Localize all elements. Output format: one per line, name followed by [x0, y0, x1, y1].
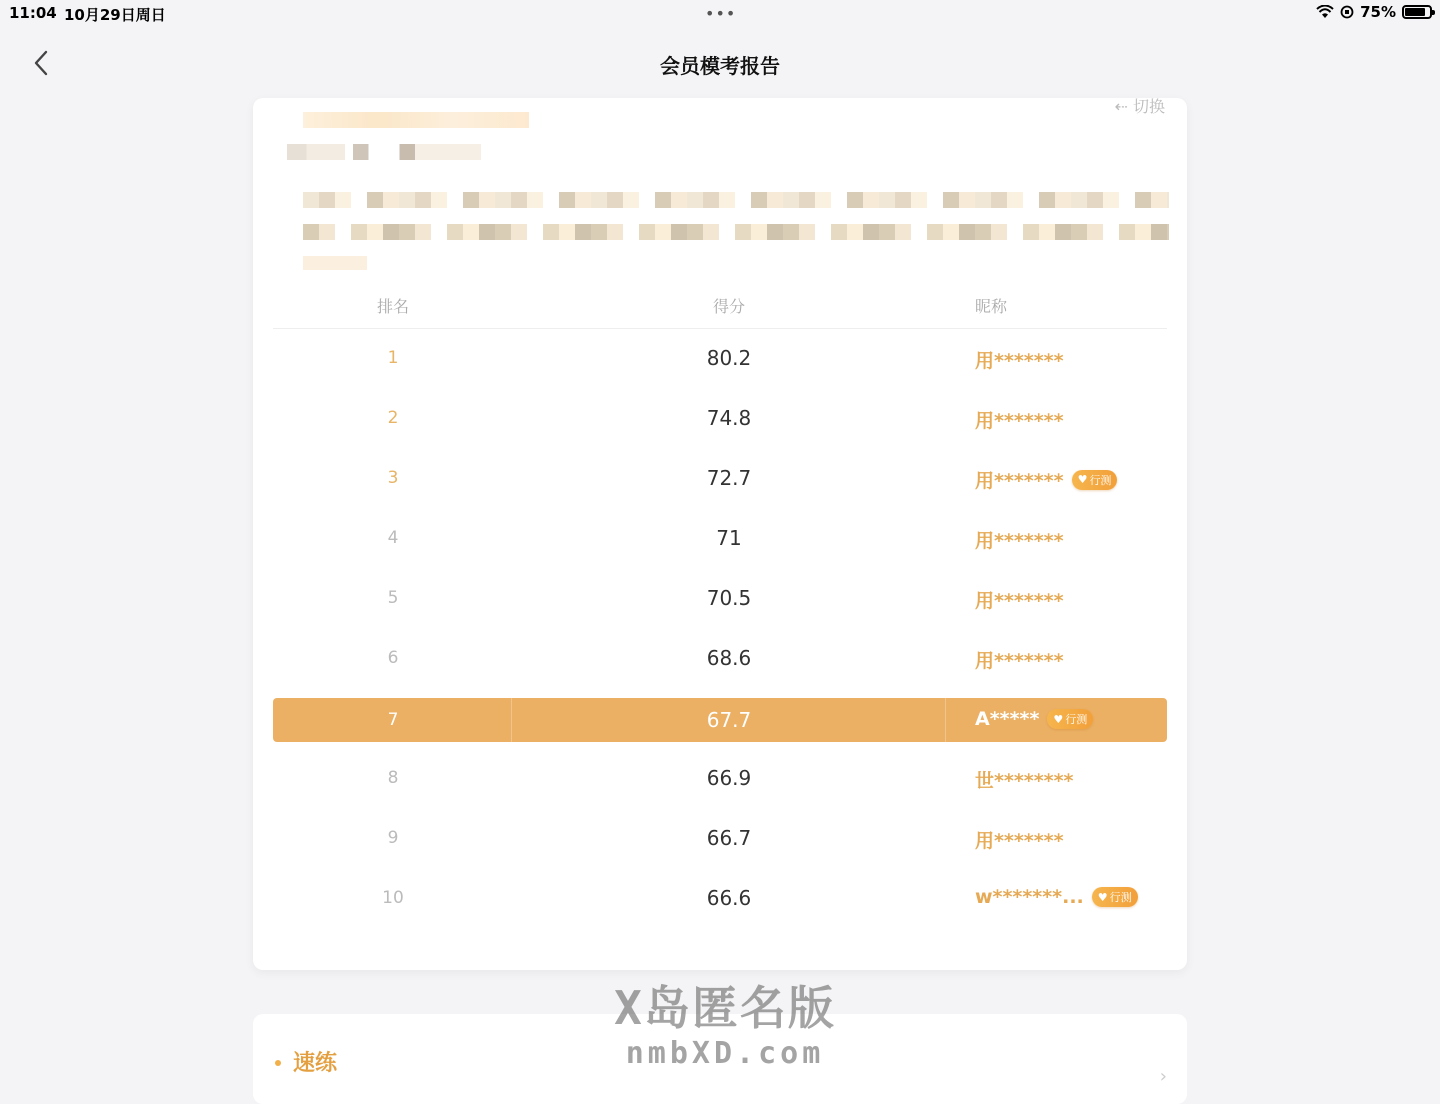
nickname-cell	[975, 766, 1175, 793]
table-row	[273, 750, 1167, 810]
nickname-cell	[975, 826, 1175, 853]
watermark	[600, 980, 850, 1072]
rank-cell: 8	[387, 768, 399, 788]
score-cell: 74.8	[706, 406, 752, 430]
orientation-lock-icon	[1340, 5, 1354, 19]
member-badge	[1072, 470, 1118, 490]
nickname-text: 用*******	[975, 830, 1064, 852]
nickname-cell	[975, 586, 1175, 613]
multitasking-dots-icon[interactable]: •••	[705, 4, 737, 23]
switch-button[interactable]: ⇠ 切换	[1114, 97, 1165, 116]
table-row	[273, 330, 1167, 390]
badge-label: 行测	[1089, 473, 1112, 487]
table-row	[273, 870, 1167, 930]
watermark-line-1: X岛匿名版	[614, 981, 836, 1035]
redacted-description	[303, 192, 1169, 208]
rank-cell: 3	[387, 468, 399, 488]
badge-label: 行测	[1109, 891, 1132, 904]
diamond-icon: ♥	[1097, 890, 1108, 904]
battery-percent: 75%	[1360, 3, 1396, 21]
rank-cell: 9	[387, 828, 399, 848]
rank-cell: 4	[387, 528, 399, 548]
score-cell: 70.5	[706, 586, 752, 610]
header-rank: 排名	[376, 297, 409, 316]
table-row	[273, 510, 1167, 570]
diamond-icon: ♥	[1053, 712, 1064, 726]
nickname-text: 用*******	[975, 650, 1064, 672]
nickname-cell	[975, 406, 1175, 433]
nickname-text: 用*******	[975, 410, 1064, 432]
score-cell: 67.7	[706, 708, 752, 732]
table-row	[273, 570, 1167, 630]
column-divider	[945, 698, 946, 742]
nickname-cell	[975, 708, 1175, 730]
watermark-line-2: nmbXD.com	[625, 1036, 825, 1071]
nickname-text: 用*******	[975, 530, 1064, 552]
score-cell: 66.6	[706, 886, 752, 910]
nickname-text: A*****	[975, 708, 1040, 730]
status-date: 10月29日周日	[64, 6, 166, 24]
rank-cell: 7	[387, 710, 399, 730]
score-cell: 80.2	[706, 346, 752, 370]
score-cell: 66.9	[706, 766, 752, 790]
table-header	[273, 294, 1167, 329]
rank-cell: 1	[387, 348, 399, 368]
rank-cell: 2	[387, 408, 399, 428]
nickname-cell	[975, 466, 1175, 493]
nickname-text: 世********	[975, 770, 1074, 792]
badge-label: 行测	[1065, 713, 1088, 726]
my-rank-row	[273, 698, 1167, 742]
score-cell: 68.6	[706, 646, 752, 670]
rank-cell: 6	[387, 648, 399, 668]
nickname-text: 用*******	[975, 470, 1064, 492]
chevron-right-icon: ›	[1159, 1066, 1167, 1087]
table-row	[273, 630, 1167, 690]
rank-cell: 5	[387, 588, 399, 608]
score-cell: 71	[716, 526, 742, 550]
redacted-subtitle	[287, 144, 481, 160]
diamond-icon: ♥	[1077, 473, 1088, 486]
score-cell: 72.7	[706, 466, 752, 490]
page-title: 会员模考报告	[660, 54, 780, 78]
table-row	[273, 810, 1167, 870]
ranking-card	[253, 98, 1187, 970]
nickname-text: 用*******	[975, 590, 1064, 612]
navigation-bar	[0, 28, 1440, 98]
header-nickname: 昵称	[975, 297, 1008, 316]
section-title: 速练	[293, 1051, 338, 1076]
nickname-text: w*******...	[975, 886, 1084, 908]
redacted-title	[303, 112, 529, 128]
table-row	[273, 390, 1167, 450]
member-badge	[1092, 887, 1138, 907]
ranking-list	[273, 330, 1167, 930]
nickname-cell	[975, 526, 1175, 553]
status-bar	[0, 0, 1440, 28]
section-bullet-icon	[275, 1060, 281, 1066]
nickname-cell	[975, 346, 1175, 373]
header-score: 得分	[712, 297, 745, 316]
table-row	[273, 450, 1167, 510]
nickname-cell	[975, 886, 1175, 908]
member-badge	[1047, 709, 1093, 729]
redacted-description-2	[303, 224, 1169, 240]
wifi-icon	[1316, 5, 1334, 19]
status-time: 11:04	[9, 4, 57, 22]
score-cell: 66.7	[706, 826, 752, 850]
battery-icon	[1402, 5, 1432, 19]
status-indicators	[1316, 3, 1432, 21]
redacted-description-3	[303, 256, 367, 270]
nickname-cell	[975, 646, 1175, 673]
nickname-text: 用*******	[975, 350, 1064, 372]
rank-cell: 10	[382, 888, 404, 908]
